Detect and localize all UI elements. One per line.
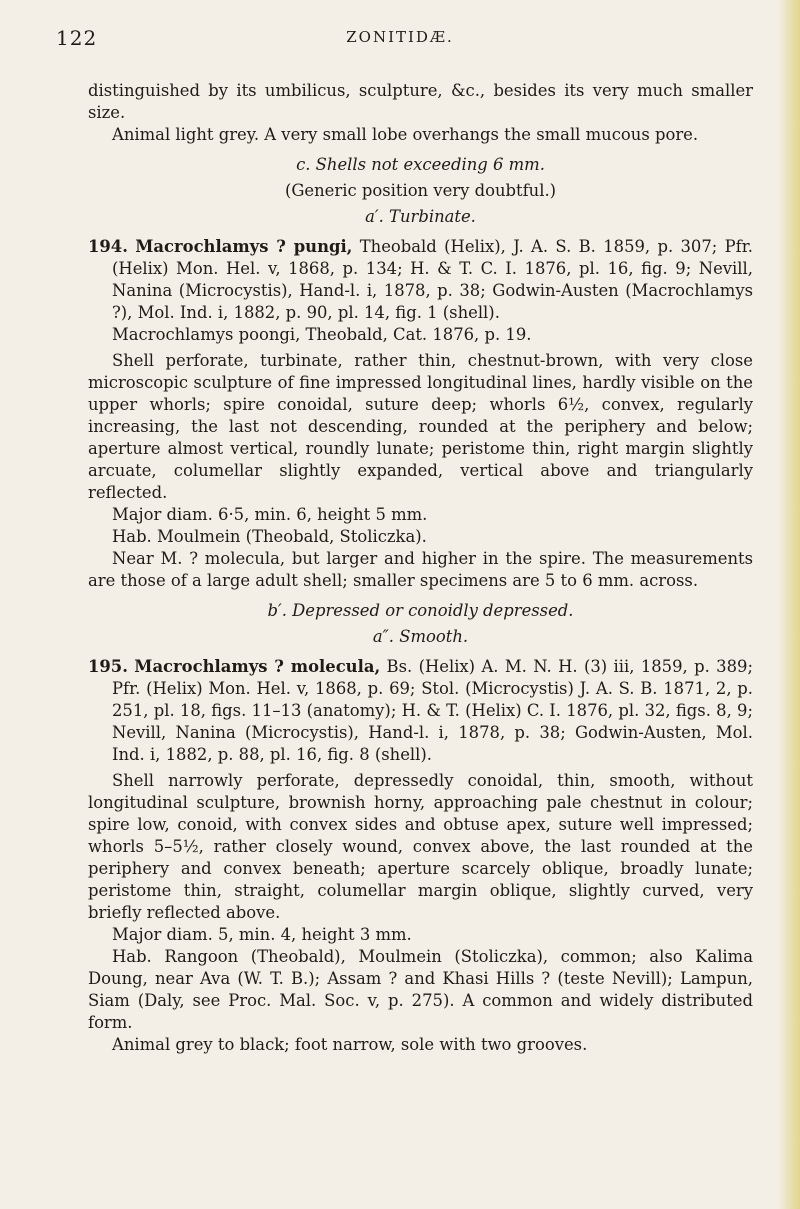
species-name: Macrochlamys ? pungi, bbox=[135, 237, 353, 256]
species-habitat: Hab. Rangoon (Theobald), Moulmein (Stoliczka), common; also Kalima Doung, near Ava (W. T. B.); Assam ? and Khasi Hills ? (teste Nevill); Lampun, Siam (Daly, see Proc. Mal. Soc. v, p. 275). A common and widely distributed form. bbox=[88, 947, 753, 1032]
species-note: Near M. ? molecula, but larger and higher in the spire. The measurements are those of a large adult shell; smaller specimens are 5 to 6 mm. across. bbox=[88, 549, 753, 590]
subsection-smooth: a″. Smooth. bbox=[372, 627, 469, 646]
section-c-heading: c. Shells not exceeding 6 mm. bbox=[296, 155, 545, 174]
page-edge-tint bbox=[778, 0, 800, 1209]
species-habitat: Hab. Moulmein (Theobald, Stoliczka). bbox=[112, 527, 427, 546]
running-head: ZONITIDÆ. bbox=[346, 28, 454, 46]
species-name: Macrochlamys ? molecula, bbox=[134, 657, 381, 676]
species-number: 195. bbox=[88, 657, 128, 676]
section-b-heading: b′. Depressed or conoidly depressed. bbox=[267, 601, 574, 620]
species-entry-195 bbox=[88, 656, 753, 766]
page-number: 122 bbox=[56, 26, 98, 50]
species-references: Bs. (Helix) A. M. N. H. (3) iii, 1859, p. 389; Pfr. (Helix) Mon. Hel. v, 1868, p. 69; Stol. (Microcystis) J. A. S. B. 1871, 2, p. 251, pl. 18, figs. 11–13 (anatomy); H. & T. (Helix) C. I. 1876, pl. 32, figs. 8, 9; Nevill, Nanina (Microcystis), Hand-l. i, 1878, p. 38; Godwin-Austen, Mol. Ind. i, 1882, p. 88, pl. 16, fig. 8 (shell). bbox=[112, 657, 753, 764]
species-number: 194. bbox=[88, 237, 128, 256]
subsection-turbinate: a′. Turbinate. bbox=[365, 207, 476, 226]
species-animal: Animal grey to black; foot narrow, sole with two grooves. bbox=[112, 1035, 588, 1054]
species-references: Theobald (Helix), J. A. S. B. 1859, p. 307; Pfr. (Helix) Mon. Hel. v, 1868, p. 134; H. & T. C. I. 1876, pl. 16, fig. 9; Nevill, Nanina (Microcystis), Hand-l. i, 1878, p. 38; Godwin-Austen (Macrochlamys ?), Mol. Ind. i, 1882, p. 90, pl. 14, fig. 1 (shell). bbox=[112, 237, 753, 322]
section-c-subtitle: (Generic position very doubtful.) bbox=[284, 181, 557, 200]
species-measurements: Major diam. 5, min. 4, height 3 mm. bbox=[112, 925, 412, 944]
intro-paragraph: distinguished by its umbilicus, sculpture, &c., besides its very much smaller size. bbox=[88, 81, 753, 122]
species-measurements: Major diam. 6·5, min. 6, height 5 mm. bbox=[112, 505, 428, 524]
species-entry-194 bbox=[88, 236, 753, 324]
species-description: Shell perforate, turbinate, rather thin, chestnut-brown, with very close microscopic sculpture of fine impressed longitudinal lines, hardly visible on the upper whorls; spire conoidal, suture deep; whorls 6½, convex, regularly increasing, the last not descending, rounded at the periphery and below; aperture almost vertical, roundly lunate; peristome thin, right margin slightly arcuate, columellar slightly expanded, vertical above and triangularly reflected. bbox=[88, 351, 753, 502]
page-body bbox=[88, 80, 753, 1056]
species-synonym: Macrochlamys poongi, Theobald, Cat. 1876, p. 19. bbox=[112, 325, 532, 344]
page-header bbox=[0, 20, 800, 60]
animal-note: Animal light grey. A very small lobe overhangs the small mucous pore. bbox=[112, 125, 699, 144]
species-description: Shell narrowly perforate, depressedly conoidal, thin, smooth, without longitudinal sculpture, brownish horny, approaching pale chestnut in colour; spire low, conoid, with convex sides and obtuse apex, suture well impressed; whorls 5–5½, rather closely wound, convex above, the last rounded at the periphery and convex beneath; aperture scarcely oblique, broadly lunate; peristome thin, straight, columellar margin oblique, slightly curved, very briefly reflected above. bbox=[88, 771, 753, 922]
